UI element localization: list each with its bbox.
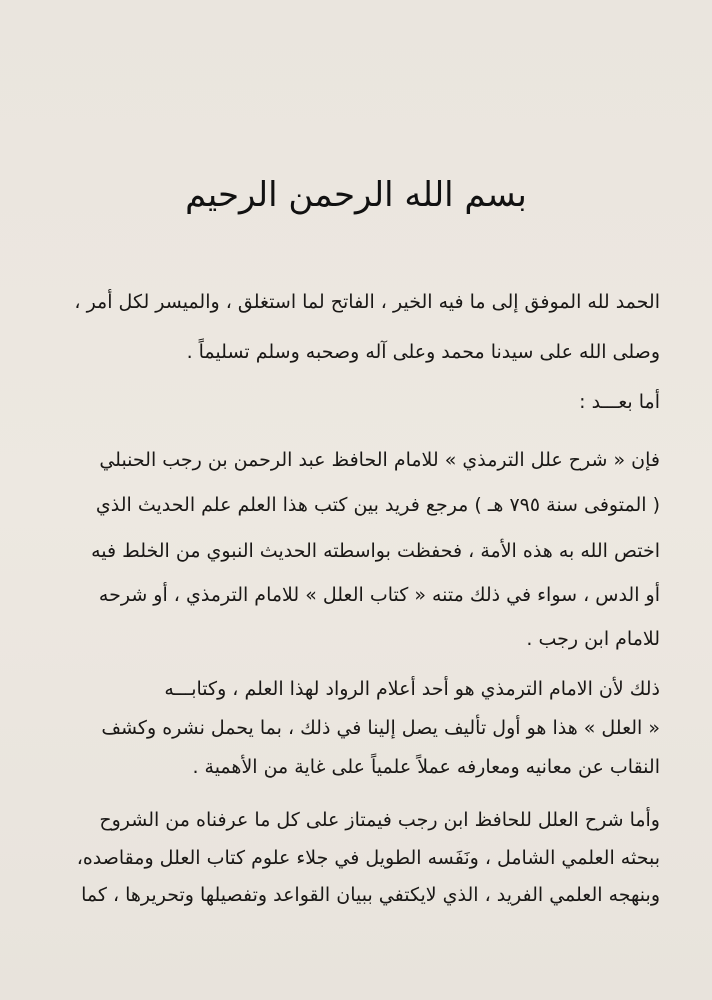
text-line-10: « العلل » هذا هو أول تأليف يصل إلينا في ذلك ، بما يحمل نشره وكشف (101, 717, 660, 739)
text-line-1: الحمد لله الموفق إلى ما فيه الخير ، الفاتح لما استغلق ، والميسر لكل أمر ، (74, 291, 660, 313)
text-line-14: وبنهجه العلمي الفريد ، الذي لايكتفي ببيان القواعد وتفصيلها وتحريرها ، كما (81, 884, 660, 906)
text-line-5: ( المتوفى سنة ٧٩٥ هـ ) مرجع فريد بين كتب هذا العلم علم الحديث الذي (95, 494, 660, 516)
text-line-12: وأما شرح العلل للحافظ ابن رجب فيمتاز على كل ما عرفناه من الشروح (99, 809, 660, 831)
basmala-calligraphy (176, 150, 536, 240)
text-line-2: وصلى الله على سيدنا محمد وعلى آله وصحبه وسلم تسليماً . (186, 341, 660, 363)
text-line-8: للامام ابن رجب . (526, 628, 660, 650)
basmala-text: بسم الله الرحمن الرحيم (185, 175, 527, 215)
text-line-7: أو الدس ، سواء في ذلك متنه « كتاب العلل » للامام الترمذي ، أو شرحه (98, 584, 660, 606)
text-line-9: ذلك لأن الامام الترمذي هو أحد أعلام الرواد لهذا العلم ، وكتابـــه (164, 678, 660, 700)
text-line-3: أما بعـــد : (579, 391, 660, 413)
text-line-4: فإن « شرح علل الترمذي » للامام الحافظ عبد الرحمن بن رجب الحنبلي (99, 449, 660, 471)
text-line-11: النقاب عن معانيه ومعارفه عملاً علمياً على غاية من الأهمية . (192, 756, 660, 778)
text-line-13: ببحثه العلمي الشامل ، ونَفَسه الطويل في جلاء علوم كتاب العلل ومقاصده، (76, 847, 660, 869)
text-line-6: اختص الله به هذه الأمة ، فحفظت بواسطته الحديث النبوي من الخلط فيه (91, 540, 660, 562)
